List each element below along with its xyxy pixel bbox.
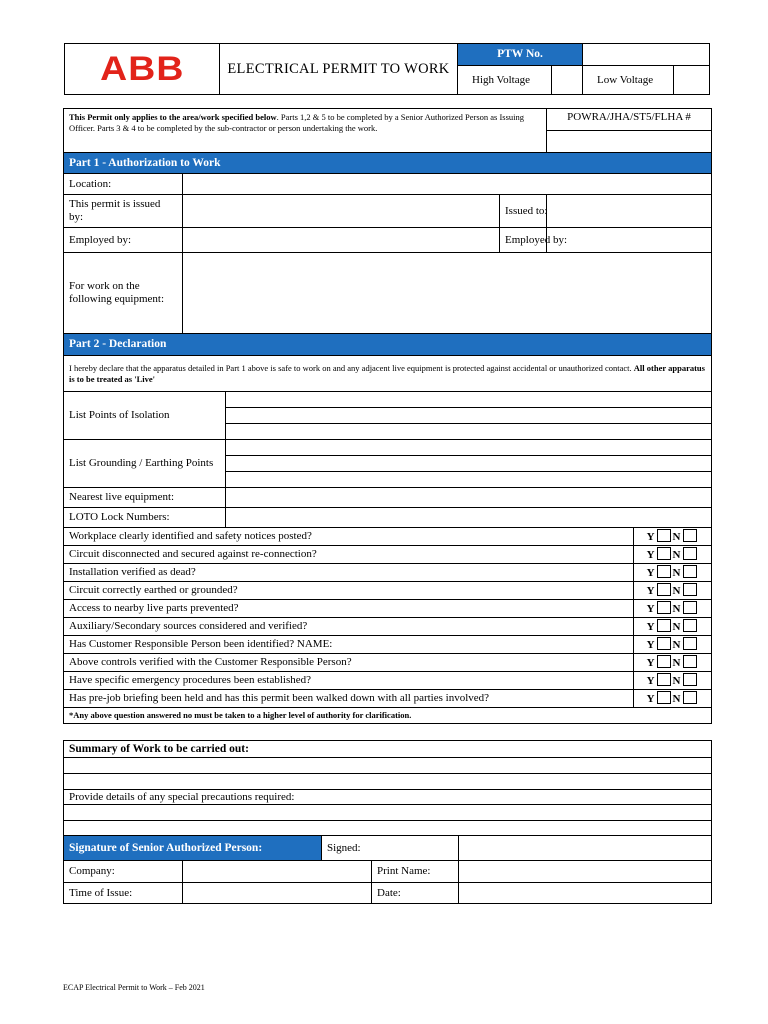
no-label: N — [672, 639, 681, 651]
footer-text: ECAP Electrical Permit to Work – Feb 2021 — [63, 983, 205, 992]
issued-by-label: This permit is issued by: — [64, 195, 183, 228]
grounding-label: List Grounding / Earthing Points — [64, 440, 226, 488]
time-of-issue-label: Time of Issue: — [64, 883, 183, 904]
yes-label: Y — [646, 531, 655, 543]
low-voltage-checkbox[interactable] — [673, 66, 709, 94]
signed-label: Signed: — [322, 836, 459, 861]
yes-checkbox[interactable] — [657, 601, 671, 614]
yes-checkbox[interactable] — [657, 529, 671, 542]
no-label: N — [672, 549, 681, 561]
employed-by-right-field[interactable] — [547, 228, 712, 253]
high-voltage-cell — [458, 66, 583, 95]
question-row — [64, 600, 712, 618]
equipment-label: For work on the following equipment: — [64, 253, 183, 334]
precautions-line-1[interactable] — [64, 805, 712, 821]
precautions-label: Provide details of any special precautions required: — [64, 790, 712, 805]
logo-cell — [65, 44, 220, 95]
intro-bold: This Permit only applies to the area/work specified below — [69, 112, 277, 122]
yes-no-cell — [634, 546, 712, 564]
yes-no-cell — [634, 636, 712, 654]
question-row — [64, 636, 712, 654]
powra-label: POWRA/JHA/ST5/FLHA # — [547, 109, 712, 131]
summary-heading: Summary of Work to be carried out: — [64, 741, 712, 758]
powra-field[interactable] — [547, 131, 712, 153]
question-row — [64, 672, 712, 690]
date-label: Date: — [372, 883, 459, 904]
no-checkbox[interactable] — [683, 673, 697, 686]
declaration-text — [64, 356, 712, 392]
no-label: N — [672, 567, 681, 579]
low-voltage-cell — [583, 66, 710, 95]
yes-no-cell — [634, 582, 712, 600]
yes-checkbox[interactable] — [657, 565, 671, 578]
question-row — [64, 564, 712, 582]
print-name-label: Print Name: — [372, 861, 459, 883]
employed-by-right-label: Employed by: — [500, 228, 547, 253]
question-text: Circuit correctly earthed or grounded? — [64, 582, 634, 600]
no-checkbox[interactable] — [683, 619, 697, 632]
high-voltage-label: High Voltage — [472, 73, 530, 86]
no-label: N — [672, 621, 681, 633]
company-field[interactable] — [183, 861, 372, 883]
ptw-number-label: PTW No. — [458, 44, 583, 66]
yes-label: Y — [646, 585, 655, 597]
signed-field[interactable] — [459, 836, 712, 861]
yes-no-cell — [634, 564, 712, 582]
yes-no-cell — [634, 654, 712, 672]
document-title: ELECTRICAL PERMIT TO WORK — [220, 44, 458, 95]
question-text: Access to nearby live parts prevented? — [64, 600, 634, 618]
summary-line-2[interactable] — [64, 774, 712, 790]
no-checkbox[interactable] — [683, 529, 697, 542]
yes-label: Y — [646, 567, 655, 579]
no-label: N — [672, 657, 681, 669]
yes-label: Y — [646, 603, 655, 615]
location-field[interactable] — [183, 174, 712, 195]
summary-line-1[interactable] — [64, 758, 712, 774]
question-text: Circuit disconnected and secured against re-connection? — [64, 546, 634, 564]
yes-checkbox[interactable] — [657, 619, 671, 632]
question-text: Workplace clearly identified and safety notices posted? — [64, 528, 634, 546]
isolation-label: List Points of Isolation — [64, 392, 226, 440]
no-checkbox[interactable] — [683, 691, 697, 704]
issued-by-field[interactable] — [183, 195, 500, 228]
footnote: *Any above question answered no must be taken to a higher level of authority for clarification. — [64, 708, 712, 724]
yes-checkbox[interactable] — [657, 673, 671, 686]
question-row — [64, 582, 712, 600]
yes-label: Y — [646, 675, 655, 687]
low-voltage-label: Low Voltage — [597, 73, 654, 86]
declaration-body: I hereby declare that the apparatus detailed in Part 1 above is safe to work on and any adjacent live equipment is protected against accidental or unauthorized contact. — [69, 363, 634, 373]
part2-heading: Part 2 - Declaration — [64, 334, 712, 356]
yes-checkbox[interactable] — [657, 691, 671, 704]
question-row — [64, 654, 712, 672]
company-label: Company: — [64, 861, 183, 883]
main-form-table — [63, 108, 712, 724]
question-text: Has Customer Responsible Person been identified? NAME: — [64, 636, 634, 654]
high-voltage-checkbox[interactable] — [551, 66, 582, 94]
employed-by-left-label: Employed by: — [64, 228, 183, 253]
location-label: Location: — [64, 174, 183, 195]
issued-to-label: Issued to: — [500, 195, 547, 228]
no-checkbox[interactable] — [683, 565, 697, 578]
question-row — [64, 618, 712, 636]
loto-field[interactable] — [226, 508, 712, 528]
part1-heading: Part 1 - Authorization to Work — [64, 153, 712, 174]
yes-label: Y — [646, 693, 655, 705]
no-checkbox[interactable] — [683, 583, 697, 596]
yes-label: Y — [646, 657, 655, 669]
intro-text — [64, 109, 547, 153]
yes-no-cell — [634, 618, 712, 636]
employed-by-left-field[interactable] — [183, 228, 500, 253]
question-row — [64, 546, 712, 564]
header-table — [64, 43, 710, 95]
nearest-live-label: Nearest live equipment: — [64, 488, 226, 508]
yes-checkbox[interactable] — [657, 583, 671, 596]
loto-label: LOTO Lock Numbers: — [64, 508, 226, 528]
yes-checkbox[interactable] — [657, 547, 671, 560]
intro-rest: . Parts 1,2 & 5 to be completed by a Senior Authorized Person as Issuing Officer. Parts 3 & 4 to be completed by the sub-contractor or person undertaking the work. — [69, 112, 525, 133]
question-row — [64, 690, 712, 708]
no-label: N — [672, 585, 681, 597]
time-of-issue-field[interactable] — [183, 883, 372, 904]
grounding-line-1[interactable] — [226, 440, 712, 456]
summary-table — [63, 740, 712, 904]
yes-label: Y — [646, 549, 655, 561]
issued-to-field[interactable] — [547, 195, 712, 228]
print-name-field[interactable] — [459, 861, 712, 883]
abb-logo: ABB — [99, 49, 185, 88]
no-checkbox[interactable] — [683, 655, 697, 668]
yes-label: Y — [646, 639, 655, 651]
isolation-line-3[interactable] — [226, 424, 712, 440]
yes-no-cell — [634, 600, 712, 618]
precautions-line-2[interactable] — [64, 821, 712, 836]
no-label: N — [672, 693, 681, 705]
yes-no-cell — [634, 690, 712, 708]
question-row — [64, 528, 712, 546]
question-text: Have specific emergency procedures been established? — [64, 672, 634, 690]
nearest-live-field[interactable] — [226, 488, 712, 508]
yes-no-cell — [634, 528, 712, 546]
grounding-line-3[interactable] — [226, 472, 712, 488]
no-label: N — [672, 531, 681, 543]
no-checkbox[interactable] — [683, 637, 697, 650]
yes-checkbox[interactable] — [657, 637, 671, 650]
yes-label: Y — [646, 621, 655, 633]
question-text: Installation verified as dead? — [64, 564, 634, 582]
signature-heading: Signature of Senior Authorized Person: — [64, 836, 322, 861]
grounding-line-2[interactable] — [226, 456, 712, 472]
yes-checkbox[interactable] — [657, 655, 671, 668]
question-text: Above controls verified with the Customer Responsible Person? — [64, 654, 634, 672]
isolation-line-2[interactable] — [226, 408, 712, 424]
date-field[interactable] — [459, 883, 712, 904]
ptw-number-field[interactable] — [583, 44, 710, 66]
isolation-line-1[interactable] — [226, 392, 712, 408]
equipment-field[interactable] — [183, 253, 712, 334]
no-checkbox[interactable] — [683, 601, 697, 614]
declaration-bold: All other apparatus is to be treated as 'Live' — [69, 363, 705, 384]
question-text: Has pre-job briefing been held and has this permit been walked down with all parties involved? — [64, 690, 634, 708]
no-label: N — [672, 675, 681, 687]
question-text: Auxiliary/Secondary sources considered and verified? — [64, 618, 634, 636]
no-checkbox[interactable] — [683, 547, 697, 560]
no-label: N — [672, 603, 681, 615]
yes-no-cell — [634, 672, 712, 690]
